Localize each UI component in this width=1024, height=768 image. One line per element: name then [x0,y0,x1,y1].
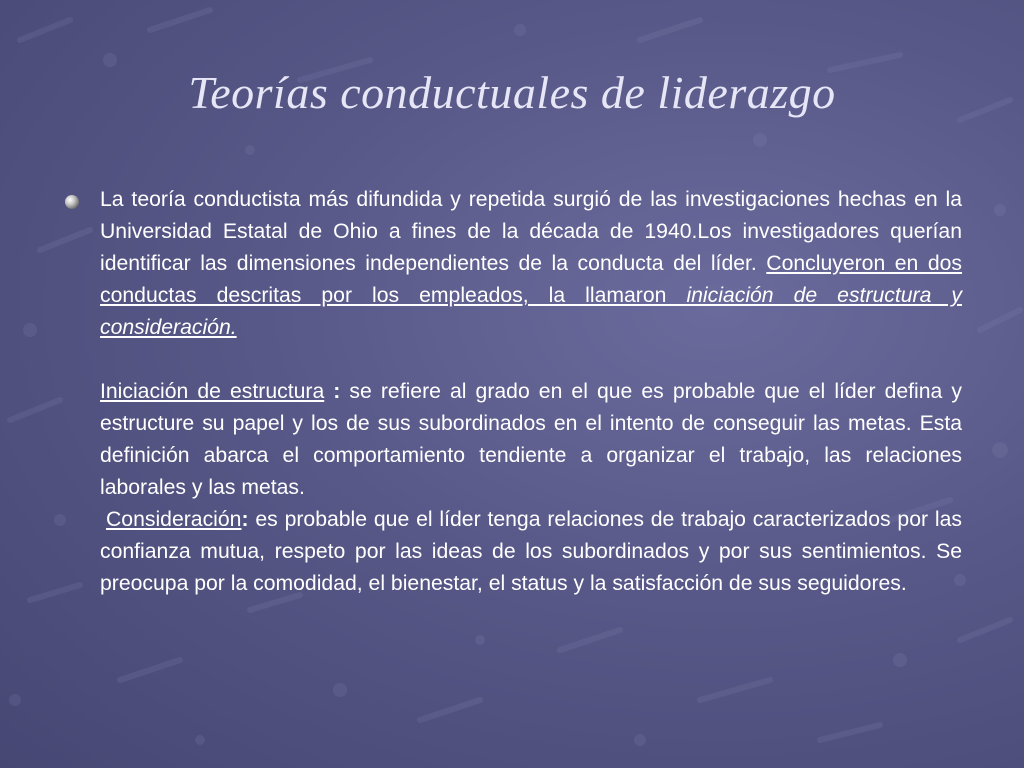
paragraph-ohio-text: La teoría conductista más difundida y repetida surgió de las investigaciones hechas en la Universidad Estatal de Ohio a fines de la década de 1940.Los investigadores querían identificar las dimensiones independientes de la conducta del líder. [100,188,962,275]
paragraph-ohio-underlined: Concluyeron en dos conductas descritas por los empleados, la llamaron [100,252,962,307]
term-colon: : [241,508,249,531]
paragraph-consideracion [100,504,962,600]
paragraph-ohio-studies [100,184,962,344]
term-colon: : [324,380,341,403]
definition-iniciacion: se refiere al grado en el que es probable que el líder defina y estructure su papel y los de sus subordinados en el intento de conseguir las metas. Esta definición abarca el comportamiento tendiente a organizar el trabajo, las relaciones laborales y las metas. [100,380,962,499]
paragraph-iniciacion [100,376,962,504]
term-consideracion: Consideración [106,508,242,531]
sphere-bullet-icon [65,195,79,209]
slide-body [100,184,962,600]
definition-consideracion: es probable que el líder tenga relaciones de trabajo caracterizados por las confianza mutua, respeto por las ideas de los subordinados y por sus sentimientos. Se preocupa por la comodidad, el bienestar, el status y la satisfacción de sus seguidores. [100,508,962,595]
slide-title: Teorías conductuales de liderazgo [188,67,836,118]
paragraph-ohio-underlined-italic: iniciación de estructura y consideración. [100,284,962,339]
term-iniciacion-de-estructura: Iniciación de estructura [100,380,325,403]
